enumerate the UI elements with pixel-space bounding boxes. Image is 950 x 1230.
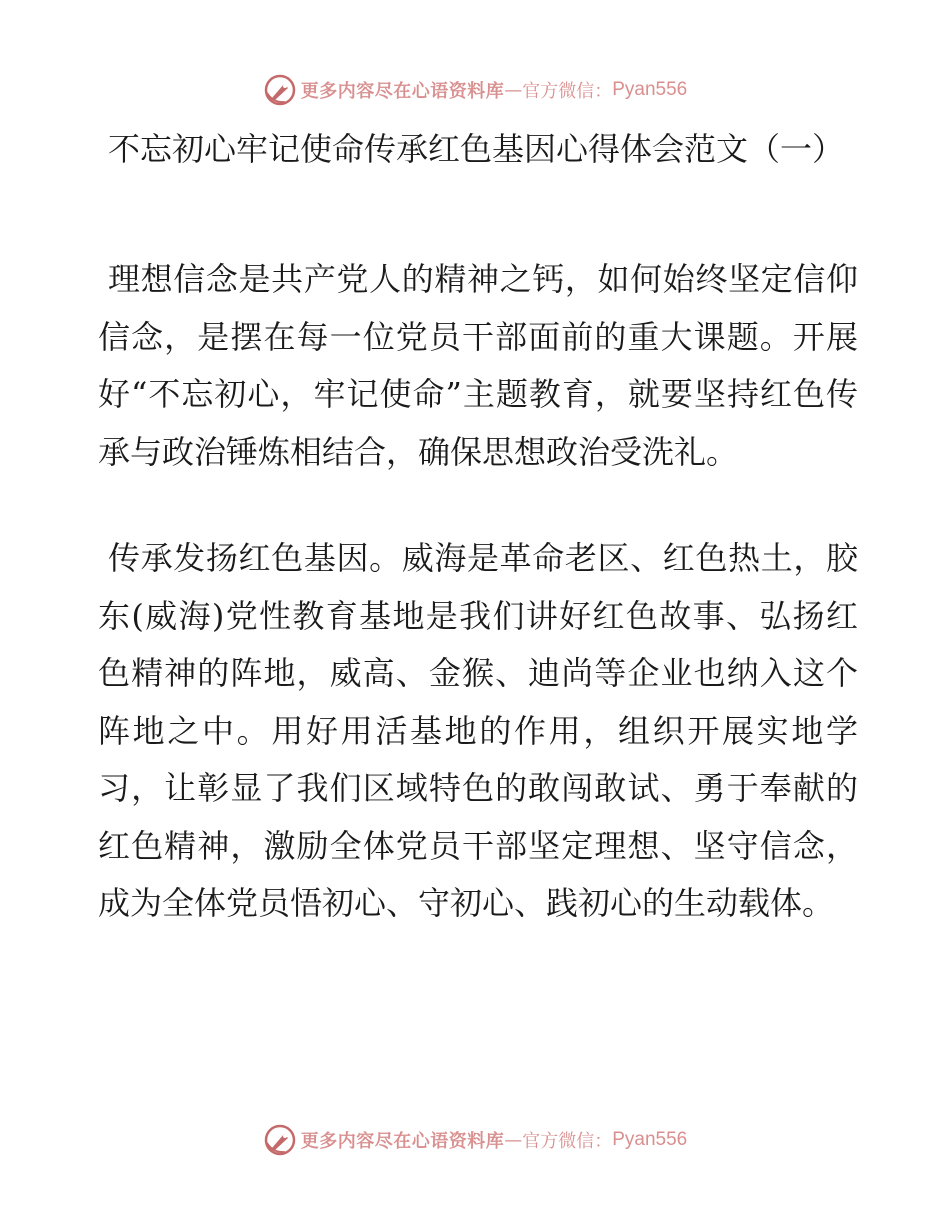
banner-main-text: 更多内容尽在心语资料库 [300, 1131, 505, 1152]
banner-main-text: 更多内容尽在心语资料库 [300, 81, 505, 102]
banner-wechat-id: Pyan556 [612, 1129, 688, 1150]
paragraph-2: 传承发扬红色基因。威海是革命老区、红色热土，胶东(威海)党性教育基地是我们讲好红色故事、弘扬红色精神的阵地，威高、金猴、迪尚等企业也纳入这个阵地之中。用好用活基地的作用，组织开展实地学习，让彰显了我们区域特色的敢闯敢试、勇于奉献的红色精神，激励全体党员干部坚定理想、坚守信念，成为全体党员悟初心、守初心、践初心的生动载体。 [98, 539, 858, 922]
pen-nib-logo-icon [263, 1123, 297, 1157]
document-title: 不忘初心牢记使命传承红色基因心得体会范文（一） [108, 130, 845, 168]
banner-dash: — [504, 79, 523, 101]
banner-wechat-label: 官方微信： [522, 81, 613, 102]
paragraph-1: 理想信念是共产党人的精神之钙，如何始终坚定信仰信念，是摆在每一位党员干部面前的重大课题。开展好“不忘初心，牢记使命”主题教育，就要坚持红色传承与政治锤炼相结合，确保思想政治受洗礼。 [98, 260, 858, 471]
header-banner [0, 70, 950, 110]
banner-dash: — [504, 1129, 523, 1151]
footer-banner [0, 1120, 950, 1160]
pen-nib-logo-icon [263, 73, 297, 107]
banner-wechat-id: Pyan556 [612, 79, 688, 100]
banner-wechat-label: 官方微信： [522, 1131, 613, 1152]
